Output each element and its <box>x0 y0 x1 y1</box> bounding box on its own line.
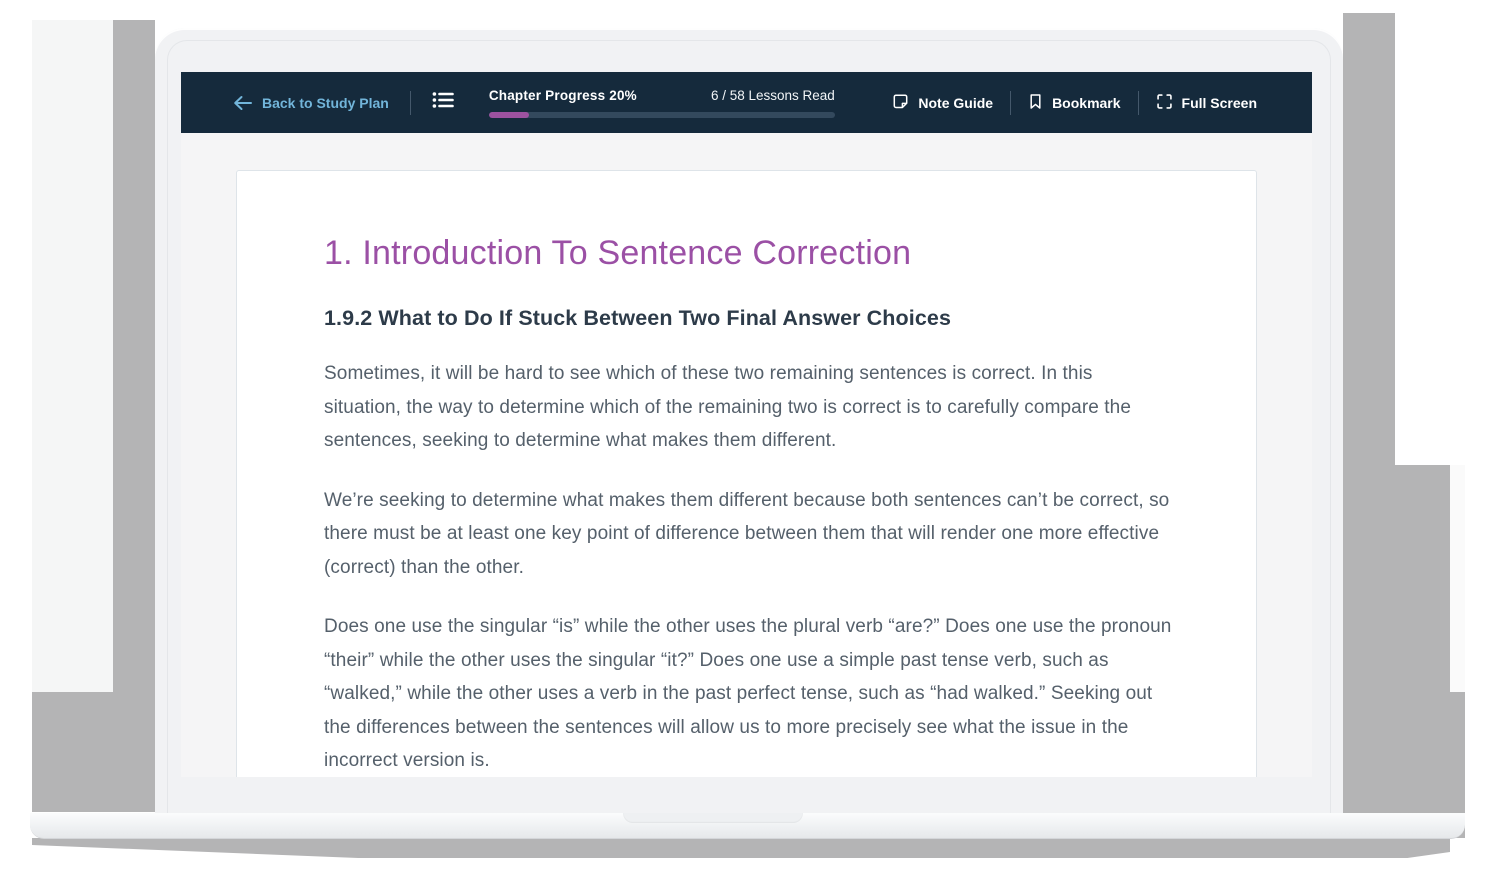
note-guide-icon <box>892 93 909 113</box>
back-to-study-plan-link[interactable] <box>233 95 389 111</box>
background-panel-left <box>32 20 113 692</box>
chapter-progress-percent: 20% <box>609 87 637 103</box>
navbar-divider <box>1138 91 1139 115</box>
section-title: 1.9.2 What to Do If Stuck Between Two Final Answer Choices <box>324 306 952 330</box>
chapter-title: 1. Introduction To Sentence Correction <box>324 234 912 272</box>
full-screen-label: Full Screen <box>1181 94 1257 111</box>
background-panel-right <box>1450 465 1465 692</box>
full-screen-icon <box>1156 93 1173 113</box>
laptop-notch <box>623 813 803 823</box>
back-link-label: Back to Study Plan <box>262 94 389 111</box>
bookmark-icon <box>1028 93 1043 113</box>
laptop-shadow-right-upper <box>1343 13 1395 465</box>
progress-text-row <box>489 88 835 103</box>
bookmark-button[interactable] <box>1028 93 1120 113</box>
full-screen-button[interactable] <box>1156 93 1257 113</box>
list-icon <box>432 90 454 115</box>
navbar-divider <box>1010 91 1011 115</box>
laptop-shadow-bottom <box>32 838 1450 858</box>
chapter-progress-bar <box>489 112 835 118</box>
back-arrow-icon <box>233 95 253 111</box>
laptop-shadow-right <box>1343 465 1450 838</box>
navbar-actions <box>892 91 1257 115</box>
table-of-contents-button[interactable] <box>432 90 454 115</box>
laptop-shadow-left-lower <box>32 692 113 812</box>
progress-fill <box>489 112 529 118</box>
laptop-screen <box>181 72 1312 777</box>
lesson-paragraph: Does one use the singular “is” while the other uses the plural verb “are?” Does one use the pronoun “their” while the other uses the singular “it?” Does one use a simple past tense verb, such as “walked,” while the other uses a verb in the past perfect tense, such as “had walked.” Seeking out the differences between the sentences will allow us to more precisely see what the issue in the incorrect version is. <box>324 616 1172 771</box>
lessons-read-count: 6 / 58 Lessons Read <box>710 87 835 103</box>
lesson-card <box>236 170 1257 777</box>
chapter-progress-block <box>489 88 835 118</box>
chapter-progress-text: Chapter Progress <box>488 87 606 103</box>
laptop-frame <box>155 28 1343 813</box>
chapter-progress-label <box>489 88 637 103</box>
laptop-base <box>30 813 1465 839</box>
laptop-shadow-left <box>113 20 155 812</box>
bookmark-label: Bookmark <box>1052 94 1121 111</box>
lesson-paragraph: We’re seeking to determine what makes them different because both sentences can’t be correct, so there must be at least one key point of difference between them that will render one more effective (correct) than the other. <box>324 489 1170 578</box>
lesson-navbar <box>181 72 1312 133</box>
note-guide-label: Note Guide <box>918 94 994 111</box>
note-guide-button[interactable] <box>892 93 993 113</box>
lesson-paragraph: Sometimes, it will be hard to see which of these two remaining sentences is correct. In this situation, the way to determine which of the remaining two is correct is to carefully compare the sentences, seeking to determine what makes them different. <box>324 363 1132 451</box>
navbar-divider <box>410 91 411 115</box>
